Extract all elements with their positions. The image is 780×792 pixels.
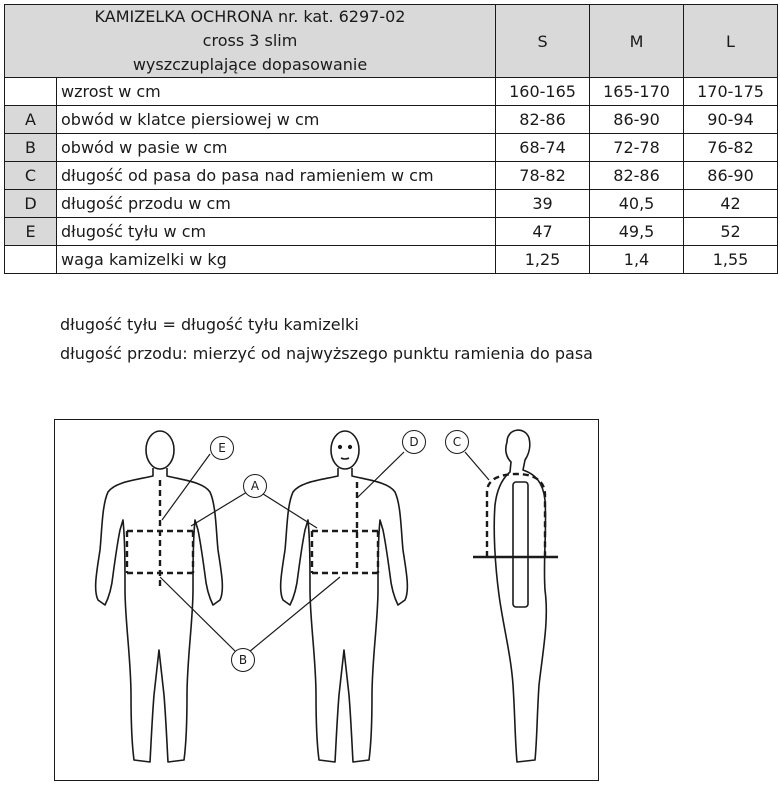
row-label: obwód w klatce piersiowej w cm bbox=[57, 106, 496, 134]
row-value-m: 86-90 bbox=[590, 106, 684, 134]
row-value-l: 76-82 bbox=[684, 134, 778, 162]
row-label: waga kamizelki w kg bbox=[57, 246, 496, 274]
row-value-s: 78-82 bbox=[496, 162, 590, 190]
row-value-l: 1,55 bbox=[684, 246, 778, 274]
notes bbox=[60, 310, 593, 368]
front-measure-lines bbox=[312, 482, 378, 573]
body-diagram bbox=[55, 420, 600, 782]
row-value-l: 90-94 bbox=[684, 106, 778, 134]
row-value-l: 42 bbox=[684, 190, 778, 218]
callout-a: A bbox=[243, 474, 267, 498]
callout-c: C bbox=[445, 430, 469, 454]
row-letter: D bbox=[5, 190, 57, 218]
title-line-3: wyszczuplające dopasowanie bbox=[132, 55, 368, 74]
note-front-length: długość przodu: mierzyć od najwyższego punktu ramienia do pasa bbox=[60, 344, 593, 363]
note-back-length: długość tyłu = długość tyłu kamizelki bbox=[60, 315, 359, 334]
table-row bbox=[5, 246, 778, 274]
row-value-l: 52 bbox=[684, 218, 778, 246]
row-letter: A bbox=[5, 106, 57, 134]
row-letter bbox=[5, 246, 57, 274]
row-label: długość przodu w cm bbox=[57, 190, 496, 218]
row-value-m: 72-78 bbox=[590, 134, 684, 162]
table-title bbox=[5, 5, 496, 78]
table-row bbox=[5, 78, 778, 106]
row-value-m: 82-86 bbox=[590, 162, 684, 190]
row-value-l: 170-175 bbox=[684, 78, 778, 106]
row-letter: C bbox=[5, 162, 57, 190]
row-value-s: 47 bbox=[496, 218, 590, 246]
row-value-m: 40,5 bbox=[590, 190, 684, 218]
callout-d: D bbox=[402, 430, 426, 454]
row-value-s: 82-86 bbox=[496, 106, 590, 134]
table-header-row bbox=[5, 5, 778, 78]
callout-leaders bbox=[160, 452, 489, 652]
row-label: długość od pasa do pasa nad ramieniem w cm bbox=[57, 162, 496, 190]
row-letter bbox=[5, 78, 57, 106]
row-value-s: 160-165 bbox=[496, 78, 590, 106]
row-letter: B bbox=[5, 134, 57, 162]
size-header-m: M bbox=[590, 5, 684, 78]
row-label: obwód w pasie w cm bbox=[57, 134, 496, 162]
front-view-figure bbox=[281, 431, 408, 762]
size-header-s: S bbox=[496, 5, 590, 78]
row-value-m: 49,5 bbox=[590, 218, 684, 246]
callout-b: B bbox=[231, 648, 255, 672]
table-row bbox=[5, 162, 778, 190]
callout-e: E bbox=[210, 436, 234, 460]
size-table bbox=[4, 4, 778, 274]
table-row bbox=[5, 106, 778, 134]
side-view-figure bbox=[494, 430, 546, 762]
row-value-m: 1,4 bbox=[590, 246, 684, 274]
row-label: wzrost w cm bbox=[57, 78, 496, 106]
table-row bbox=[5, 218, 778, 246]
row-value-s: 1,25 bbox=[496, 246, 590, 274]
row-value-s: 68-74 bbox=[496, 134, 590, 162]
side-measure-lines bbox=[487, 474, 545, 557]
title-line-1: KAMIZELKA OCHRONA nr. kat. 6297-02 bbox=[94, 7, 406, 26]
measurement-figure bbox=[54, 419, 599, 781]
back-measure-lines bbox=[127, 480, 193, 590]
row-letter: E bbox=[5, 218, 57, 246]
row-label: długość tyłu w cm bbox=[57, 218, 496, 246]
title-line-2: cross 3 slim bbox=[202, 31, 298, 50]
row-value-m: 165-170 bbox=[590, 78, 684, 106]
table-row bbox=[5, 190, 778, 218]
row-value-s: 39 bbox=[496, 190, 590, 218]
size-header-l: L bbox=[684, 5, 778, 78]
table-row bbox=[5, 134, 778, 162]
row-value-l: 86-90 bbox=[684, 162, 778, 190]
